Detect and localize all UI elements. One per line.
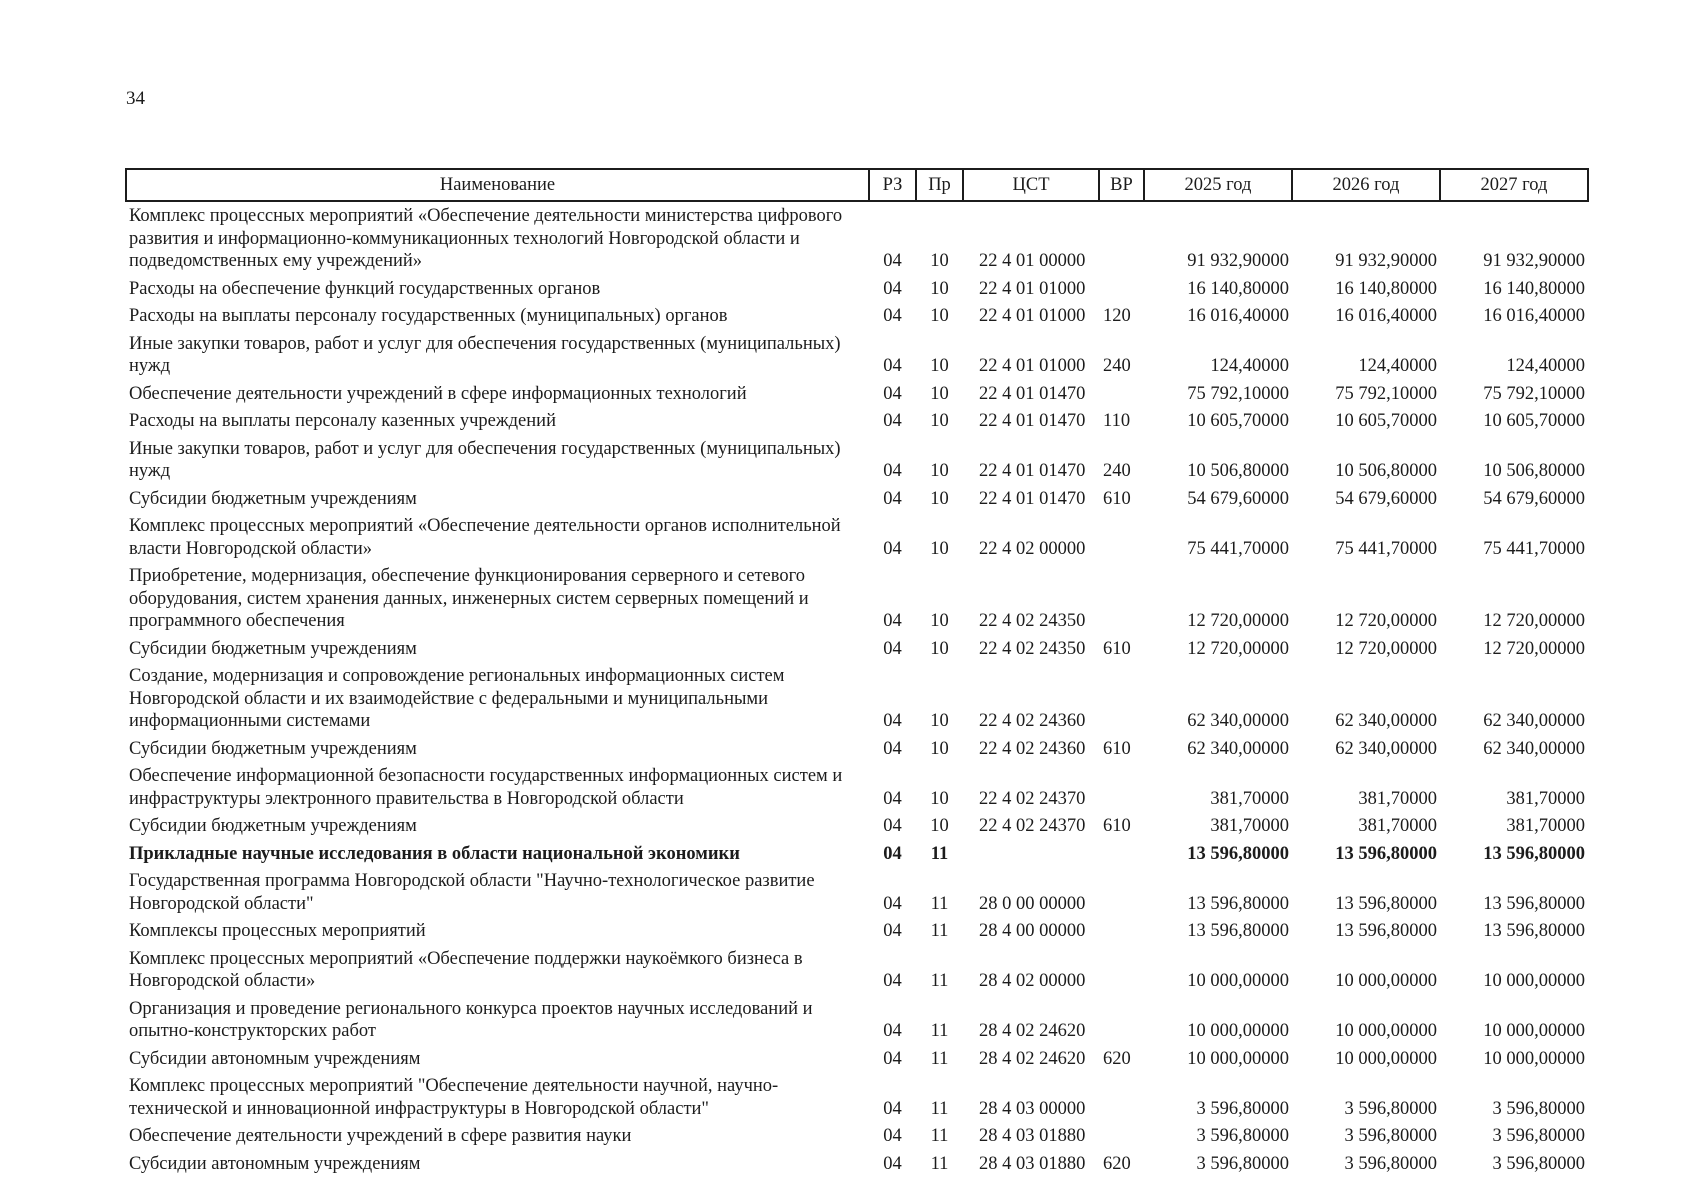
table-row bbox=[126, 995, 1588, 1045]
cell-pr: 10 bbox=[930, 251, 949, 271]
cell-2026: 16 016,40000 bbox=[1335, 306, 1437, 326]
cell-vr bbox=[1099, 1072, 1144, 1122]
cell-rz: 04 bbox=[883, 538, 902, 559]
cell-2025: 3 596,80000 bbox=[1196, 1126, 1289, 1146]
cell-cst: 22 4 02 24350 bbox=[979, 638, 1086, 659]
cell-name: Создание, модернизация и сопровождение региональных информационных систем Новгородской области и их взаимодействие с федеральными и муниципальными информационными системами bbox=[129, 666, 785, 731]
cell-2027: 13 596,80000 bbox=[1483, 921, 1585, 941]
table-header bbox=[126, 169, 1588, 201]
cell-name: Обеспечение информационной безопасности государственных информационных систем и инфраструктуры электронного правительства в Новгородской области bbox=[129, 766, 843, 809]
table-row bbox=[126, 562, 1588, 635]
cell-pr: 11 bbox=[930, 1048, 949, 1069]
cell-pr: 10 bbox=[930, 461, 949, 481]
cell-cst: 22 4 01 00000 bbox=[979, 251, 1086, 271]
cell-rz: 04 bbox=[883, 251, 902, 271]
cell-rz: 04 bbox=[883, 893, 902, 914]
cell-rz: 04 bbox=[883, 921, 902, 941]
cell-2025: 13 596,80000 bbox=[1187, 921, 1289, 941]
cell-2027: 62 340,00000 bbox=[1483, 711, 1585, 731]
cell-2027: 10 000,00000 bbox=[1483, 1021, 1585, 1041]
cell-2026: 10 000,00000 bbox=[1335, 1048, 1437, 1069]
cell-cst: 22 4 01 01000 bbox=[979, 306, 1086, 326]
cell-name: Комплекс процессных мероприятий "Обеспечение деятельности научной, научно-технической и инновационной инфраструктуры в Новгородской области" bbox=[129, 1076, 779, 1119]
cell-rz: 04 bbox=[883, 711, 902, 731]
cell-pr: 11 bbox=[930, 1098, 949, 1119]
cell-2027: 62 340,00000 bbox=[1483, 738, 1585, 759]
cell-2027: 91 932,90000 bbox=[1483, 251, 1585, 271]
cell-2026: 75 792,10000 bbox=[1335, 383, 1437, 404]
cell-pr: 11 bbox=[930, 893, 949, 914]
cell-pr: 10 bbox=[930, 538, 949, 559]
cell-pr: 10 bbox=[930, 611, 949, 631]
cell-name: Комплекс процессных мероприятий «Обеспечение деятельности органов исполнительной власти Новгородской области» bbox=[129, 516, 841, 559]
header-cst: ЦСТ bbox=[963, 169, 1099, 201]
cell-rz: 04 bbox=[883, 306, 902, 326]
cell-pr: 11 bbox=[930, 1126, 949, 1146]
header-2027: 2027 год bbox=[1440, 169, 1588, 201]
cell-pr: 11 bbox=[930, 1021, 949, 1041]
header-row bbox=[126, 169, 1588, 201]
header-rz: РЗ bbox=[869, 169, 916, 201]
cell-rz: 04 bbox=[883, 1153, 902, 1174]
cell-rz: 04 bbox=[883, 1048, 902, 1069]
cell-2027: 3 596,80000 bbox=[1492, 1126, 1585, 1146]
cell-name: Комплексы процессных мероприятий bbox=[129, 921, 426, 941]
cell-pr: 10 bbox=[930, 306, 949, 326]
header-name: Наименование bbox=[126, 169, 869, 201]
cell-rz: 04 bbox=[883, 383, 902, 404]
cell-vr: 240 bbox=[1103, 356, 1131, 376]
cell-cst: 22 4 02 24370 bbox=[979, 788, 1086, 809]
cell-2026: 381,70000 bbox=[1358, 788, 1437, 809]
cell-2027: 12 720,00000 bbox=[1483, 611, 1585, 631]
cell-cst: 28 4 03 00000 bbox=[979, 1098, 1086, 1119]
cell-rz: 04 bbox=[883, 488, 902, 509]
cell-rz: 04 bbox=[883, 611, 902, 631]
cell-cst: 22 4 01 01000 bbox=[979, 356, 1086, 376]
cell-rz: 04 bbox=[883, 816, 902, 836]
header-pr: Пр bbox=[916, 169, 963, 201]
cell-2025: 10 000,00000 bbox=[1187, 1021, 1289, 1041]
cell-pr: 11 bbox=[930, 971, 949, 991]
cell-2027: 13 596,80000 bbox=[1483, 893, 1585, 914]
cell-name: Расходы на обеспечение функций государственных органов bbox=[129, 278, 601, 299]
cell-pr: 11 bbox=[930, 921, 949, 941]
table-row bbox=[126, 840, 1588, 868]
cell-pr: 10 bbox=[930, 816, 949, 836]
table-row bbox=[126, 1045, 1588, 1073]
cell-pr: 10 bbox=[930, 638, 949, 659]
cell-cst: 22 4 02 24360 bbox=[979, 738, 1086, 759]
cell-2027: 54 679,60000 bbox=[1483, 488, 1585, 509]
cell-2025: 12 720,00000 bbox=[1187, 611, 1289, 631]
cell-2027: 10 506,80000 bbox=[1483, 461, 1585, 481]
cell-cst: 28 4 02 24620 bbox=[979, 1048, 1086, 1069]
cell-2025: 16 016,40000 bbox=[1187, 306, 1289, 326]
cell-2025: 10 506,80000 bbox=[1187, 461, 1289, 481]
cell-name: Расходы на выплаты персоналу казенных учреждений bbox=[129, 411, 556, 431]
cell-vr: 610 bbox=[1103, 488, 1131, 509]
cell-vr: 610 bbox=[1103, 638, 1131, 659]
cell-2025: 381,70000 bbox=[1210, 788, 1289, 809]
cell-name: Обеспечение деятельности учреждений в сфере развития науки bbox=[129, 1126, 632, 1146]
cell-cst: 28 4 03 01880 bbox=[979, 1126, 1086, 1146]
cell-cst: 22 4 02 24370 bbox=[979, 816, 1086, 836]
table-body bbox=[126, 201, 1588, 1177]
table-row bbox=[126, 275, 1588, 303]
cell-2026: 10 000,00000 bbox=[1335, 1021, 1437, 1041]
table-row bbox=[126, 917, 1588, 945]
cell-vr bbox=[1099, 867, 1144, 917]
cell-name: Субсидии бюджетным учреждениям bbox=[129, 816, 417, 836]
cell-vr: 620 bbox=[1103, 1048, 1131, 1069]
cell-pr: 10 bbox=[930, 411, 949, 431]
cell-cst: 22 4 02 00000 bbox=[979, 538, 1086, 559]
cell-cst: 22 4 02 24350 bbox=[979, 611, 1086, 631]
cell-2025: 13 596,80000 bbox=[1187, 843, 1289, 864]
cell-2026: 124,40000 bbox=[1358, 356, 1437, 376]
cell-name: Комплекс процессных мероприятий «Обеспечение поддержки наукоёмкого бизнеса в Новгородской области» bbox=[129, 948, 803, 991]
cell-cst bbox=[963, 840, 1099, 868]
table-row bbox=[126, 812, 1588, 840]
cell-vr bbox=[1099, 275, 1144, 303]
cell-pr: 10 bbox=[930, 738, 949, 759]
header-2025: 2025 год bbox=[1144, 169, 1292, 201]
cell-cst: 22 4 01 01000 bbox=[979, 278, 1086, 299]
cell-2026: 13 596,80000 bbox=[1335, 893, 1437, 914]
cell-2025: 75 441,70000 bbox=[1187, 538, 1289, 559]
cell-2025: 62 340,00000 bbox=[1187, 738, 1289, 759]
cell-name: Приобретение, модернизация, обеспечение функционирования серверного и сетевого оборудования, систем хранения данных, инженерных систем серверных помещений и программного обеспечения bbox=[129, 566, 809, 631]
cell-vr bbox=[1099, 995, 1144, 1045]
cell-2025: 54 679,60000 bbox=[1187, 488, 1289, 509]
cell-name: Иные закупки товаров, работ и услуг для обеспечения государственных (муниципальных) нужд bbox=[129, 333, 841, 376]
cell-2027: 3 596,80000 bbox=[1492, 1098, 1585, 1119]
cell-name: Субсидии бюджетным учреждениям bbox=[129, 638, 417, 659]
cell-rz: 04 bbox=[883, 738, 902, 759]
cell-vr bbox=[1099, 380, 1144, 408]
cell-cst: 22 4 01 01470 bbox=[979, 411, 1086, 431]
cell-rz: 04 bbox=[883, 788, 902, 809]
cell-vr: 240 bbox=[1103, 461, 1131, 481]
table-row bbox=[126, 201, 1588, 275]
cell-2027: 3 596,80000 bbox=[1492, 1153, 1585, 1174]
table-row bbox=[126, 380, 1588, 408]
cell-name: Государственная программа Новгородской области "Научно-технологическое развитие Новгородской области" bbox=[129, 871, 815, 914]
cell-rz: 04 bbox=[883, 638, 902, 659]
table-row bbox=[126, 945, 1588, 995]
cell-name: Субсидии автономным учреждениям bbox=[129, 1048, 421, 1069]
cell-vr bbox=[1099, 562, 1144, 635]
table-row bbox=[126, 330, 1588, 380]
cell-rz: 04 bbox=[883, 461, 902, 481]
cell-2027: 10 000,00000 bbox=[1483, 971, 1585, 991]
table-row bbox=[126, 662, 1588, 735]
cell-vr bbox=[1099, 945, 1144, 995]
cell-pr: 11 bbox=[930, 1153, 949, 1174]
cell-vr bbox=[1099, 512, 1144, 562]
table-row bbox=[126, 735, 1588, 763]
table-row bbox=[126, 512, 1588, 562]
cell-2027: 381,70000 bbox=[1506, 788, 1585, 809]
cell-2026: 3 596,80000 bbox=[1344, 1153, 1437, 1174]
cell-pr: 10 bbox=[930, 383, 949, 404]
cell-2025: 75 792,10000 bbox=[1187, 383, 1289, 404]
cell-2027: 16 016,40000 bbox=[1483, 306, 1585, 326]
cell-name: Расходы на выплаты персоналу государственных (муниципальных) органов bbox=[129, 306, 728, 326]
cell-2027: 10 000,00000 bbox=[1483, 1048, 1585, 1069]
cell-2026: 13 596,80000 bbox=[1335, 921, 1437, 941]
cell-rz: 04 bbox=[883, 356, 902, 376]
table-row bbox=[126, 1122, 1588, 1150]
cell-vr bbox=[1099, 662, 1144, 735]
table-row bbox=[126, 485, 1588, 513]
cell-vr: 610 bbox=[1103, 816, 1131, 836]
cell-cst: 28 4 02 00000 bbox=[979, 971, 1086, 991]
cell-2025: 3 596,80000 bbox=[1196, 1153, 1289, 1174]
cell-2026: 10 506,80000 bbox=[1335, 461, 1437, 481]
cell-2027: 124,40000 bbox=[1506, 356, 1585, 376]
table-row bbox=[126, 762, 1588, 812]
cell-vr: 110 bbox=[1103, 411, 1131, 431]
cell-cst: 28 4 00 00000 bbox=[979, 921, 1086, 941]
cell-2025: 16 140,80000 bbox=[1187, 278, 1289, 299]
cell-pr: 10 bbox=[930, 488, 949, 509]
cell-2025: 91 932,90000 bbox=[1187, 251, 1289, 271]
cell-rz: 04 bbox=[883, 1021, 902, 1041]
cell-cst: 22 4 01 01470 bbox=[979, 488, 1086, 509]
cell-2027: 75 441,70000 bbox=[1483, 538, 1585, 559]
cell-name: Прикладные научные исследования в области национальной экономики bbox=[129, 843, 740, 864]
cell-pr: 10 bbox=[930, 788, 949, 809]
cell-2026: 3 596,80000 bbox=[1344, 1126, 1437, 1146]
cell-name: Иные закупки товаров, работ и услуг для обеспечения государственных (муниципальных) нужд bbox=[129, 438, 841, 481]
cell-vr bbox=[1099, 201, 1144, 275]
cell-pr: 10 bbox=[930, 278, 949, 299]
cell-rz: 04 bbox=[883, 971, 902, 991]
cell-2025: 13 596,80000 bbox=[1187, 893, 1289, 914]
cell-cst: 28 0 00 00000 bbox=[979, 893, 1086, 914]
cell-vr bbox=[1099, 917, 1144, 945]
cell-2025: 10 605,70000 bbox=[1187, 411, 1289, 431]
cell-2026: 10 000,00000 bbox=[1335, 971, 1437, 991]
cell-vr: 120 bbox=[1103, 306, 1131, 326]
cell-2025: 124,40000 bbox=[1210, 356, 1289, 376]
cell-name: Обеспечение деятельности учреждений в сфере информационных технологий bbox=[129, 383, 747, 404]
cell-2026: 12 720,00000 bbox=[1335, 638, 1437, 659]
cell-2027: 12 720,00000 bbox=[1483, 638, 1585, 659]
cell-cst: 22 4 02 24360 bbox=[979, 711, 1086, 731]
cell-cst: 22 4 01 01470 bbox=[979, 383, 1086, 404]
cell-rz: 04 bbox=[883, 1126, 902, 1146]
cell-name: Субсидии бюджетным учреждениям bbox=[129, 738, 417, 759]
cell-vr bbox=[1099, 1122, 1144, 1150]
cell-rz: 04 bbox=[883, 411, 902, 431]
cell-name: Комплекс процессных мероприятий «Обеспечение деятельности министерства цифрового развития и информационно-коммуникационных технологий Новгородской области и подведомственных ему учреждений» bbox=[129, 206, 843, 271]
cell-2026: 381,70000 bbox=[1358, 816, 1437, 836]
table-row bbox=[126, 635, 1588, 663]
cell-2026: 12 720,00000 bbox=[1335, 611, 1437, 631]
table-row bbox=[126, 867, 1588, 917]
cell-2026: 75 441,70000 bbox=[1335, 538, 1437, 559]
cell-pr: 10 bbox=[930, 711, 949, 731]
table-row bbox=[126, 435, 1588, 485]
cell-2026: 16 140,80000 bbox=[1335, 278, 1437, 299]
cell-rz: 04 bbox=[883, 1098, 902, 1119]
cell-2027: 381,70000 bbox=[1506, 816, 1585, 836]
cell-name: Субсидии автономным учреждениям bbox=[129, 1153, 421, 1174]
budget-table bbox=[125, 168, 1589, 1177]
table-row bbox=[126, 1150, 1588, 1178]
cell-2026: 62 340,00000 bbox=[1335, 738, 1437, 759]
cell-2027: 13 596,80000 bbox=[1483, 843, 1585, 864]
cell-2026: 13 596,80000 bbox=[1335, 843, 1437, 864]
cell-name: Организация и проведение регионального конкурса проектов научных исследований и опытно-конструкторских работ bbox=[129, 998, 813, 1041]
cell-2026: 54 679,60000 bbox=[1335, 488, 1437, 509]
cell-vr bbox=[1099, 840, 1144, 868]
cell-pr: 10 bbox=[930, 356, 949, 376]
cell-2026: 3 596,80000 bbox=[1344, 1098, 1437, 1119]
cell-vr: 610 bbox=[1103, 738, 1131, 759]
cell-vr: 620 bbox=[1103, 1153, 1131, 1174]
table-row bbox=[126, 1072, 1588, 1122]
cell-cst: 28 4 03 01880 bbox=[979, 1153, 1086, 1174]
header-2026: 2026 год bbox=[1292, 169, 1440, 201]
table-row bbox=[126, 407, 1588, 435]
cell-rz: 04 bbox=[883, 843, 902, 864]
cell-2025: 10 000,00000 bbox=[1187, 1048, 1289, 1069]
cell-pr: 11 bbox=[930, 843, 949, 864]
cell-2025: 10 000,00000 bbox=[1187, 971, 1289, 991]
cell-2027: 16 140,80000 bbox=[1483, 278, 1585, 299]
table-row bbox=[126, 302, 1588, 330]
cell-2027: 75 792,10000 bbox=[1483, 383, 1585, 404]
cell-2027: 10 605,70000 bbox=[1483, 411, 1585, 431]
cell-2026: 91 932,90000 bbox=[1335, 251, 1437, 271]
page-number: 34 bbox=[126, 88, 145, 109]
cell-name: Субсидии бюджетным учреждениям bbox=[129, 488, 417, 509]
cell-2026: 10 605,70000 bbox=[1335, 411, 1437, 431]
cell-cst: 28 4 02 24620 bbox=[979, 1021, 1086, 1041]
cell-vr bbox=[1099, 762, 1144, 812]
cell-cst: 22 4 01 01470 bbox=[979, 461, 1086, 481]
header-vr: ВР bbox=[1099, 169, 1144, 201]
cell-2025: 12 720,00000 bbox=[1187, 638, 1289, 659]
cell-rz: 04 bbox=[883, 278, 902, 299]
cell-2026: 62 340,00000 bbox=[1335, 711, 1437, 731]
cell-2025: 381,70000 bbox=[1210, 816, 1289, 836]
cell-2025: 3 596,80000 bbox=[1196, 1098, 1289, 1119]
cell-2025: 62 340,00000 bbox=[1187, 711, 1289, 731]
